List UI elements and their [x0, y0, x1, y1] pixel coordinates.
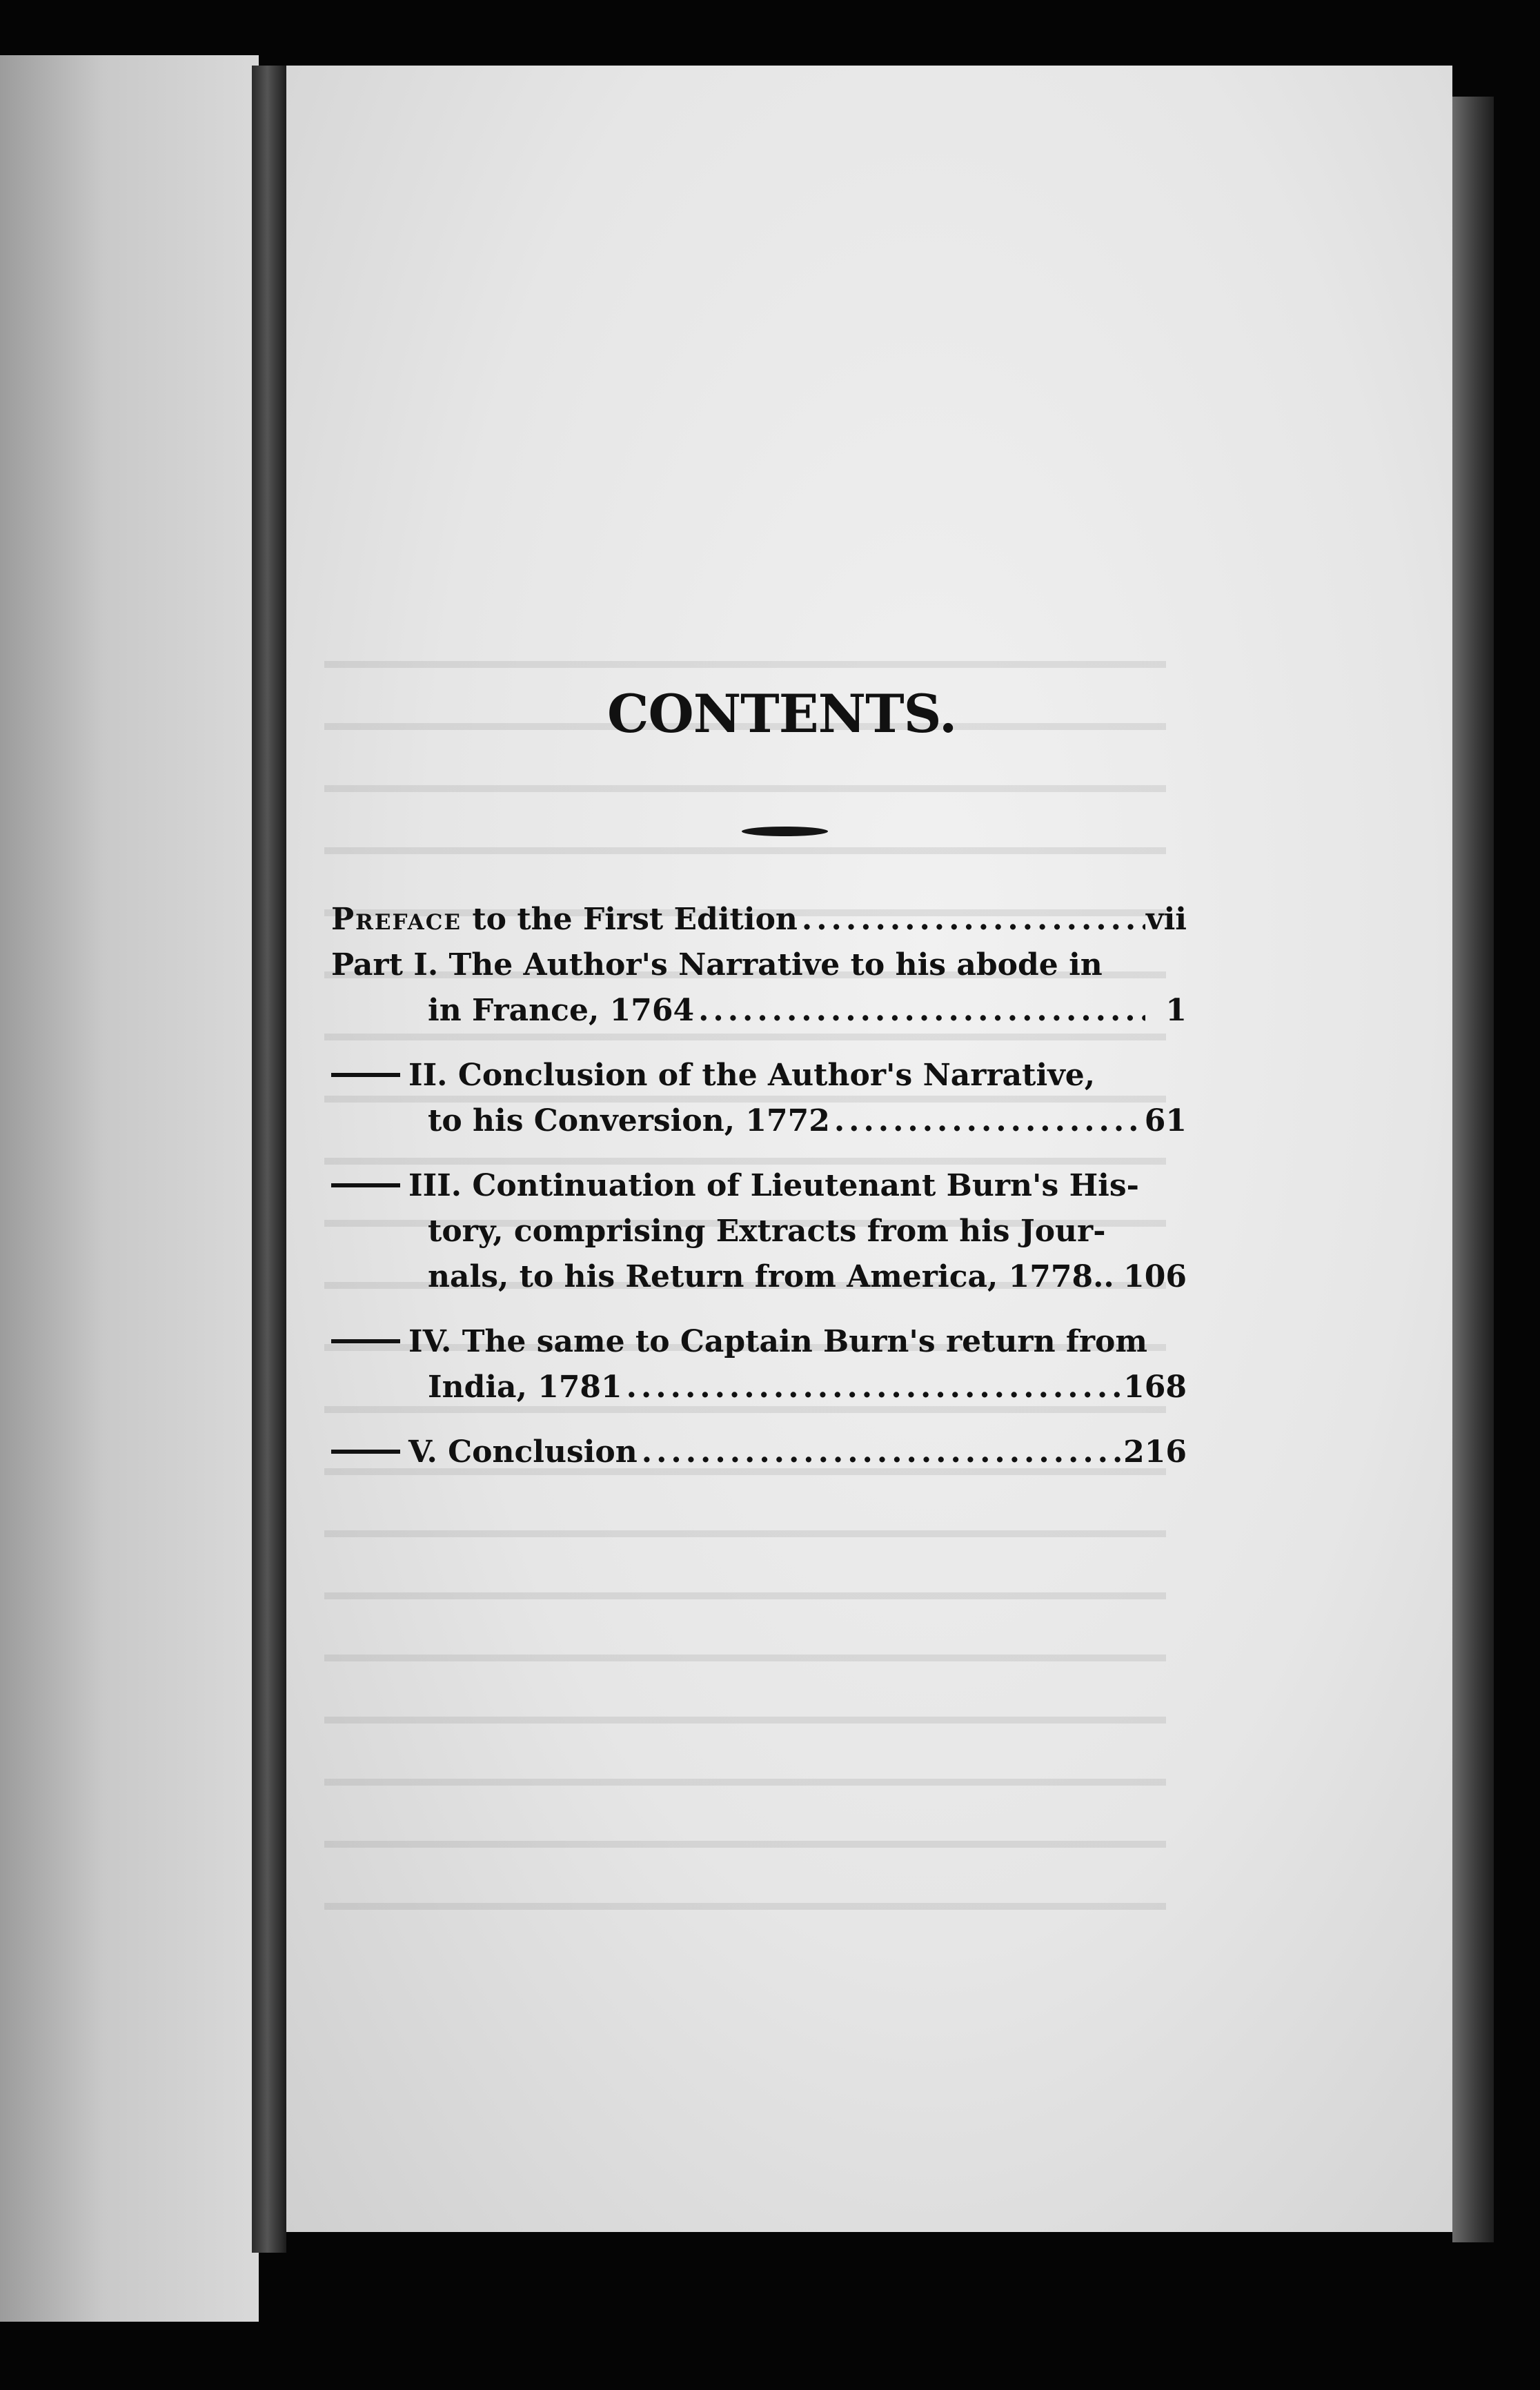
- toc-entry-label: [331, 1319, 1147, 1365]
- toc-page-number: 106: [1123, 1259, 1187, 1294]
- part-word: Part: [331, 947, 403, 982]
- toc-entry-part3-line1: [331, 1163, 1187, 1209]
- dot-leader: [638, 1430, 1123, 1475]
- part-title-line: The Author's Narrative to his abode in: [448, 947, 1103, 982]
- toc-entry-part4-line2: [331, 1365, 1187, 1410]
- toc-entry-label: [331, 1430, 638, 1475]
- dot-leader: [798, 897, 1145, 942]
- page-edge-shadow: [1452, 97, 1494, 2242]
- toc-entry-part3-line2: [331, 1209, 1187, 1254]
- toc-entry-part4-line1: [331, 1319, 1187, 1365]
- part-numeral: V.: [408, 1434, 437, 1470]
- toc-page-number: 61: [1144, 1103, 1187, 1138]
- toc-page-number: 168: [1123, 1370, 1187, 1405]
- part-title-line: nals, to his Return from America, 1778..: [428, 1259, 1114, 1294]
- part-title-line: Conclusion: [448, 1434, 638, 1470]
- part-title-line: Conclusion of the Author's Narrative,: [457, 1058, 1096, 1093]
- part-title-line: The same to Captain Burn's return from: [462, 1324, 1147, 1359]
- ditto-dash: [331, 1450, 400, 1454]
- part-title-line: to his Conversion, 1772: [428, 1103, 830, 1138]
- ditto-dash: [331, 1073, 400, 1077]
- part-numeral: II.: [408, 1058, 448, 1093]
- toc-entry-label: [331, 1053, 1095, 1098]
- toc-entry-label: [331, 897, 798, 942]
- part-title-line: Continuation of Lieutenant Burn's His-: [472, 1168, 1139, 1203]
- toc-page-number: vii: [1146, 902, 1187, 937]
- toc-page-number: 216: [1123, 1434, 1187, 1470]
- toc-entry-part1-line1: [331, 942, 1187, 988]
- toc-entry-label: [331, 942, 1103, 988]
- part-numeral: IV.: [408, 1324, 452, 1359]
- ditto-dash: [331, 1339, 400, 1343]
- toc-entry-part5: [331, 1430, 1187, 1475]
- preface-label-smallcaps: Preface: [331, 902, 462, 937]
- toc-entry-part1-line2: [331, 988, 1187, 1034]
- book-spine-gutter: [252, 66, 286, 2253]
- toc-entry-part2-line2: [331, 1098, 1187, 1144]
- toc-entry-preface: [331, 897, 1187, 942]
- ornamental-rule: [742, 827, 828, 836]
- dot-leader: [622, 1365, 1123, 1410]
- preface-label-rest: to the First Edition: [462, 902, 798, 937]
- table-of-contents: [331, 897, 1187, 1475]
- toc-entry-label: [331, 1163, 1139, 1209]
- toc-page-number: 1: [1165, 993, 1187, 1028]
- toc-entry-part2-line1: [331, 1053, 1187, 1098]
- part-title-line: tory, comprising Extracts from his Jour-: [428, 1214, 1106, 1249]
- dot-leader: [694, 988, 1145, 1034]
- part-title-line: India, 1781: [428, 1370, 622, 1405]
- left-page: [0, 55, 259, 2322]
- part-title-line: in France, 1764: [428, 993, 695, 1028]
- dot-leader: [830, 1098, 1145, 1144]
- ditto-dash: [331, 1183, 400, 1187]
- toc-entry-part3-line3: [331, 1254, 1187, 1300]
- part-numeral: I.: [413, 947, 439, 982]
- contents-heading: CONTENTS.: [607, 683, 957, 744]
- part-numeral: III.: [408, 1168, 462, 1203]
